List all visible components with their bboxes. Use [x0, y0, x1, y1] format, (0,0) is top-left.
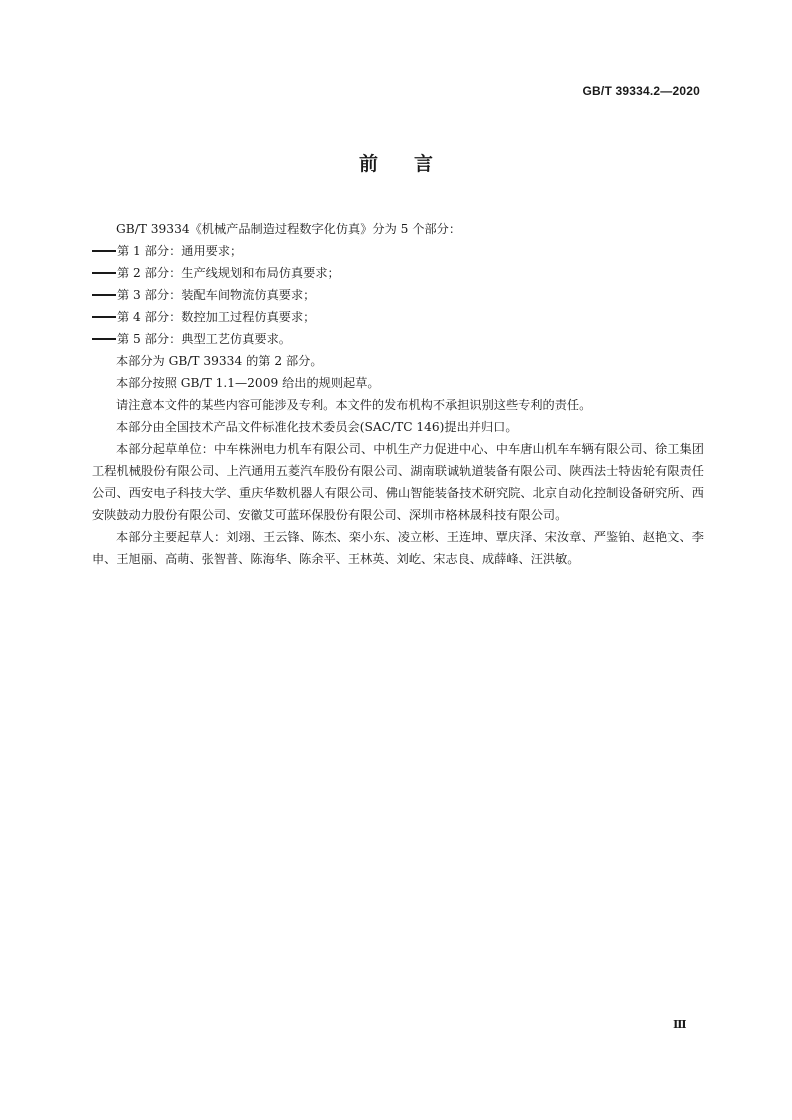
- part-item: [92, 262, 704, 284]
- page-number: Ⅲ: [673, 1018, 686, 1031]
- part-item: [92, 284, 704, 306]
- part-item-text: 第 3 部分：装配车间物流仿真要求；: [117, 288, 316, 302]
- part-item-text: 第 1 部分：通用要求；: [117, 244, 243, 258]
- page-title: 前言: [358, 153, 469, 175]
- dash-marker: [92, 272, 116, 274]
- statement-paragraph: 本部分为 GB/T 39334 的第 2 部分。: [116, 354, 323, 368]
- standard-code: GB/T 39334.2—2020: [582, 84, 700, 98]
- dash-marker: [92, 338, 116, 340]
- dash-marker: [92, 294, 116, 296]
- part-item-text: 第 4 部分：数控加工过程仿真要求；: [117, 310, 316, 324]
- statement-paragraph: 请注意本文件的某些内容可能涉及专利。本文件的发布机构不承担识别这些专利的责任。: [116, 398, 592, 412]
- statement-paragraph: 本部分由全国技术产品文件标准化技术委员会(SAC/TC 146)提出并归口。: [116, 420, 518, 434]
- dash-marker: [92, 250, 116, 252]
- part-item-text: 第 5 部分：典型工艺仿真要求。: [117, 332, 291, 346]
- drafting-units-paragraph: 本部分起草单位：中车株洲电力机车有限公司、中机生产力促进中心、中车唐山机车车辆有限公司、徐工集团工程机械股份有限公司、上汽通用五菱汽车股份有限公司、湖南联诚轨道装备有限公司、陕西法士特齿轮有限责任公司、西安电子科技大学、重庆华数机器人有限公司、佛山智能装备技术研究院、北京自动化控制设备研究所、西安陕鼓动力股份有限公司、安徽艾可蓝环保股份有限公司、深圳市格林晟科技有限公司。: [92, 442, 704, 522]
- statement-paragraph: 本部分按照 GB/T 1.1—2009 给出的规则起草。: [116, 376, 380, 390]
- part-item-text: 第 2 部分：生产线规划和布局仿真要求；: [117, 266, 340, 280]
- part-item: [92, 240, 704, 262]
- intro-paragraph: GB/T 39334《机械产品制造过程数字化仿真》分为 5 个部分：: [116, 222, 462, 236]
- dash-marker: [92, 316, 116, 318]
- foreword-body: [92, 218, 704, 570]
- part-item: [92, 306, 704, 328]
- part-item: [92, 328, 704, 350]
- drafters-paragraph: 本部分主要起草人：刘翊、王云锋、陈杰、栾小东、凌立彬、王连坤、覃庆泽、宋汝章、严鉴铂、赵艳文、李申、王旭丽、高萌、张智普、陈海华、陈余平、王林英、刘屹、宋志良、成薛峰、汪洪敏。: [92, 530, 704, 566]
